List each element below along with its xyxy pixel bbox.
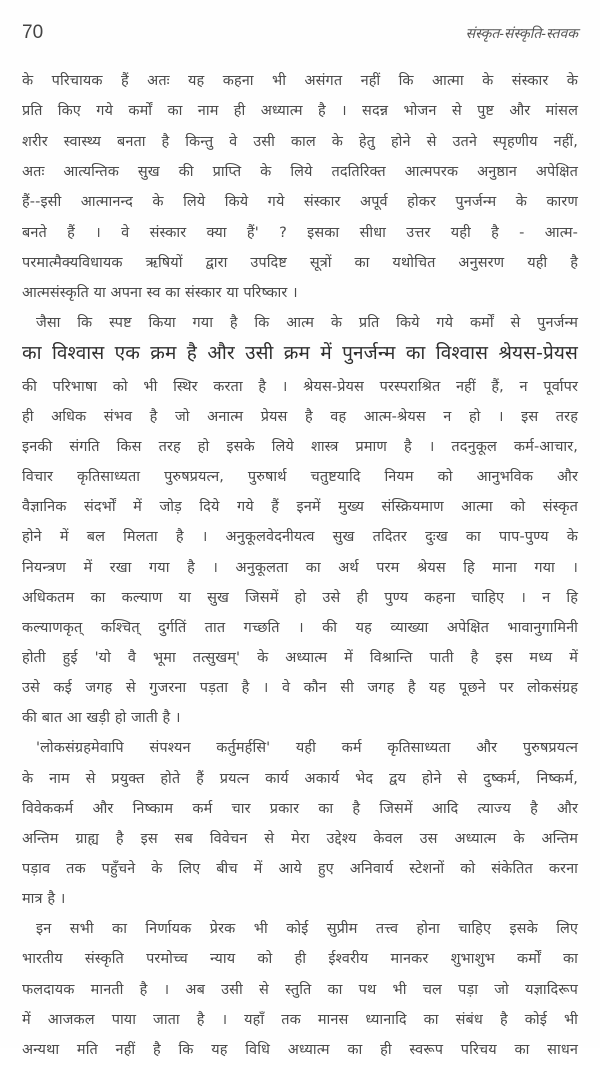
text-line: शरीर स्वास्थ्य बनता है किन्तु वे उसी काल के हेतु होने से उतने स्पृहणीय नहीं, — [22, 134, 578, 150]
paragraph-first-line: इन सभी का निर्णायक प्रेरक भी कोई सुप्रीम तत्त्व होना चाहिए इसके लिए — [36, 921, 578, 937]
page-number: 70 — [22, 22, 44, 43]
text-line: भारतीय संस्कृति परमोच्च न्याय को ही ईश्वरीय मानकर शुभाशुभ कर्मों का — [22, 951, 578, 967]
text-line: आत्मसंस्कृति या अपना स्व का संस्कार या परिष्कार । — [22, 285, 298, 301]
paragraph-first-line: 'लोकसंग्रहमेवापि संपश्यन कर्तुमर्हसि' यही कर्म कृतिसाध्यता और पुरुषप्रयत्न — [36, 740, 578, 756]
running-title: संस्कृत-संस्कृति-स्तवक — [465, 26, 578, 42]
text-line: परमात्मैक्यविधायक ऋषियों द्वारा उपदिष्ट सूत्रों का यथोचित अनुसरण यही है — [22, 255, 578, 271]
text-line: पड़ाव तक पहुँचने के लिए बीच में आये हुए अनिवार्य स्टेशनों को संकेतित करना — [22, 861, 578, 877]
text-line: कल्याणकृत् कश्चित् दुर्गतिं तात गच्छति । की यह व्याख्या अपेक्षित भावानुगामिनी — [22, 620, 578, 636]
text-line: फलदायक मानती है । अब उसी से स्तुति का पथ भी चल पड़ा जो यज्ञादिरूप — [22, 982, 578, 998]
text-line: की परिभाषा को भी स्थिर करता है । श्रेयस-प्रेयस परस्पराश्रित नहीं हैं, न पूर्वापर — [22, 379, 578, 395]
text-line: का विश्वास एक क्रम है और उसी क्रम में पुनर्जन्म का विश्वास श्रेयस-प्रेयस — [22, 342, 578, 364]
text-line: प्रति किए गये कर्मों का नाम ही अध्यात्म है । सदन्न भोजन से पुष्ट और मांसल — [22, 103, 578, 119]
text-line: की बात आ खड़ी हो जाती है । — [22, 710, 181, 726]
text-line: होने में बल मिलता है । अनुकूलवेदनीयत्व सुख तदितर दुःख का पाप-पुण्य के — [22, 529, 578, 545]
text-line: होती हुई 'यो वै भूमा तत्सुखम्' के अध्यात्म में विश्रान्ति पाती है इस मध्य में — [22, 650, 578, 666]
text-line: उसे कई जगह से गुजरना पड़ता है । वे कौन सी जगह है यह पूछने पर लोकसंग्रह — [22, 680, 578, 696]
text-line: अन्तिम ग्राह्य है इस सब विवेचन से मेरा उद्देश्य केवल उस अध्यात्म के अन्तिम — [22, 831, 578, 847]
paragraph-first-line: जैसा कि स्पष्ट किया गया है कि आत्म के प्रति किये गये कर्मों से पुनर्जन्म — [36, 315, 578, 331]
text-line: बनते हैं । वे संस्कार क्या हैं' ? इसका सीधा उत्तर यही है - आत्म- — [22, 225, 578, 241]
text-line: विचार कृतिसाध्यता पुरुषप्रयत्न, पुरुषार्थ चतुष्टयादि नियम को आनुभविक और — [22, 469, 578, 485]
text-line: के नाम से प्रयुक्त होते हैं प्रयत्न कार्य अकार्य भेद द्वय होने से दुष्कर्म, निष्कर्म, — [22, 771, 578, 787]
text-line: नियन्त्रण में रखा गया है । अनुकूलता का अर्थ परम श्रेयस हि माना गया । — [22, 560, 578, 576]
text-line: के परिचायक हैं अतः यह कहना भी असंगत नहीं कि आत्मा के संस्कार के — [22, 73, 578, 89]
text-line: अन्यथा मति नहीं है कि यह विधि अध्यात्म का ही स्वरूप परिचय का साधन — [22, 1042, 578, 1058]
text-line: इनकी संगति किस तरह हो इसके लिये शास्त्र प्रमाण है । तदनुकूल कर्म-आचार, — [22, 439, 578, 455]
text-line: ही अधिक संभव है जो अनात्म प्रेयस है वह आत्म-श्रेयस न हो । इस तरह — [22, 409, 578, 425]
text-line: विवेककर्म और निष्काम कर्म चार प्रकार का है जिसमें आदि त्याज्य है और — [22, 801, 578, 817]
text-line: वैज्ञानिक संदर्भों में जोड़ दिये गये हैं इनमें मुख्य संस्क्रियमाण आत्मा को संस्कृत — [22, 499, 578, 515]
text-line: अधिकतम का कल्याण या सुख जिसमें हो उसे ही पुण्य कहना चाहिए । न हि — [22, 590, 578, 606]
text-line: हैं--इसी आत्मानन्द के लिये किये गये संस्कार अपूर्व होकर पुनर्जन्म के कारण — [22, 194, 578, 210]
text-line: अतः आत्यन्तिक सुख की प्राप्ति के लिये तदतिरिक्त आत्मपरक अनुष्ठान अपेक्षित — [22, 164, 578, 180]
text-line: में आजकल पाया जाता है । यहाँ तक मानस ध्यानादि का संबंध है कोई भी — [22, 1012, 578, 1028]
text-line: मात्र है । — [22, 891, 66, 907]
